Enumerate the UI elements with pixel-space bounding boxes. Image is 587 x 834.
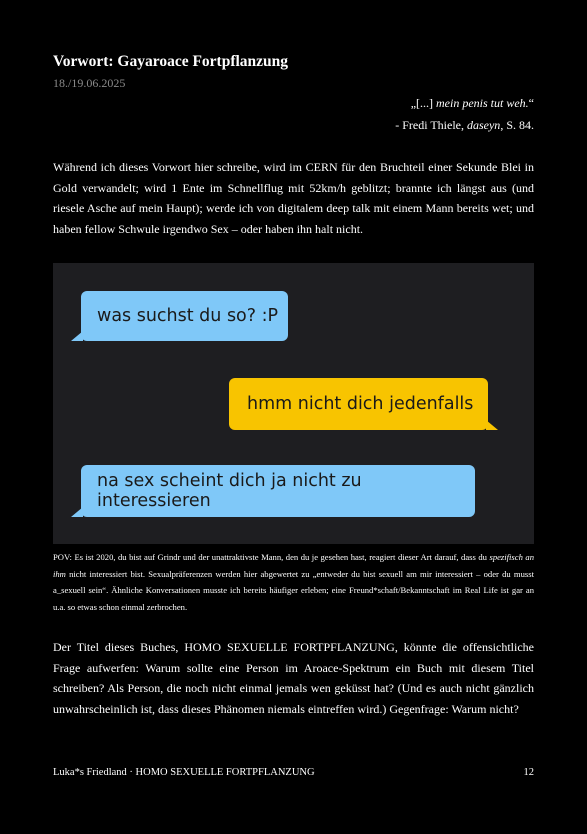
epigraph-quote xyxy=(411,96,534,111)
page-number: 12 xyxy=(523,767,534,778)
quote-italic: mein penis tut weh. xyxy=(436,96,529,110)
quote-close: “ xyxy=(528,96,534,110)
caption-text: nicht interessiert bist. Sexualpräferenzen werden hier abgewertet zu „entweder du bist sexuell am mir interessiert – oder du musst a_sexuell sein“. Ähnliche Konversationen musste ich bereits häufiger erleben; eine Freund*schaft/Bekanntschaft im Real Life ist gar an u.a. so etwas schon einmal zerbrochen. xyxy=(53,568,534,612)
chapter-date: 18./19.06.2025 xyxy=(53,76,126,90)
image-caption xyxy=(53,549,534,615)
chapter-title: Vorwort: Gayaroace Fortpflanzung xyxy=(53,53,289,70)
chat-bubble-incoming xyxy=(81,291,288,341)
intro-paragraph: Während ich dieses Vorwort hier schreibe, wird im CERN für den Bruchteil einer Sekunde Blei in Gold verwandelt; wird 1 Ente im Schnellflug mit 52km/h geblitzt; brannte ich längst aus (und riesele Asche auf mein Haupt); werde ich von digitalem deep talk mit einem Mann bereits wet; und haben fellow Schwule irgendwo Sex – oder haben ihn halt nicht. xyxy=(53,160,534,236)
quote-open: „[...] xyxy=(410,96,437,110)
caption-italic: spezifisch an ihm xyxy=(53,552,534,579)
source-italic: daseyn xyxy=(466,118,501,132)
chat-bubble-outgoing xyxy=(229,378,488,430)
chat-screenshot xyxy=(53,263,534,544)
body-paragraph: Der Titel dieses Buches, HOMO SEXUELLE FORTPFLANZUNG, könnte die offensichtliche Frage aufwerfen: Warum sollte eine Person im Aroace-Spektrum ein Buch mit diesem Titel schreiben? Als Person, die noch nicht einmal jemals wen geküsst hat? (Und es auch nicht gänzlich unwahrscheinlich ist, dass dieses Phänomen niemals eintreffen wird.) Gegenfrage: Warum nicht? xyxy=(53,640,534,716)
message-text: na sex scheint dich ja nicht zu interessieren xyxy=(97,471,362,511)
caption-text: POV: Es ist 2020, du bist auf Grindr und der unattraktivste Mann, den du je gesehen hast, reagiert dieser Art darauf, dass du xyxy=(53,552,490,562)
source-prefix: - Fredi Thiele, xyxy=(395,118,467,132)
message-text: was suchst du so? :P xyxy=(97,306,279,326)
book-page xyxy=(53,0,534,834)
source-suffix: , S. 84. xyxy=(500,118,534,132)
message-text: hmm nicht dich jedenfalls xyxy=(247,394,474,414)
footer-author-title: Luka*s Friedland · HOMO SEXUELLE FORTPFLANZUNG xyxy=(53,767,315,778)
epigraph-source xyxy=(395,118,534,133)
chat-bubble-incoming xyxy=(81,465,475,517)
